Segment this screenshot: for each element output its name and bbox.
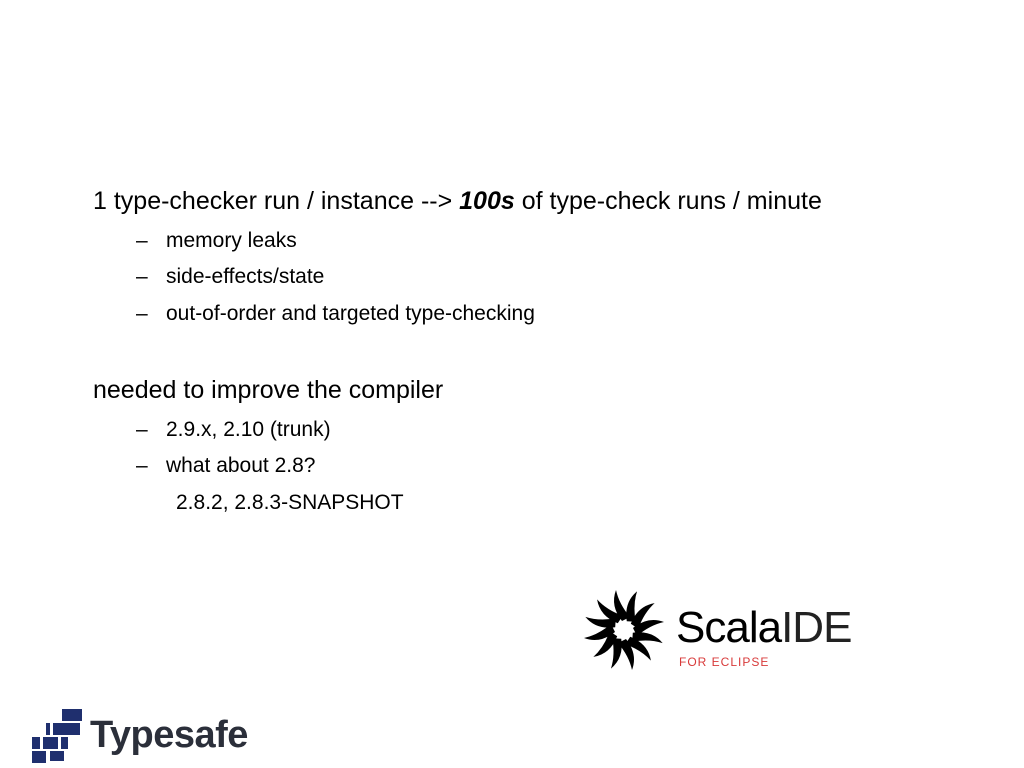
scala-ide-logo bbox=[579, 585, 869, 675]
bullet-text-suffix: of type-check runs / minute bbox=[514, 187, 822, 215]
sub-bullet-label: what about 2.8? bbox=[166, 454, 316, 477]
detail-text: 2.8.2, 2.8.3-SNAPSHOT bbox=[176, 491, 404, 514]
sub-bullet-label: memory leaks bbox=[166, 229, 297, 252]
bullet-type-checker-runs bbox=[93, 186, 822, 216]
detail-28-versions bbox=[176, 490, 404, 516]
sub-bullet-memory-leaks bbox=[136, 228, 297, 254]
scala-ide-name-main: Scala bbox=[676, 603, 782, 652]
bullet-text-emphasis: 100s bbox=[459, 187, 515, 215]
scala-ide-wordmark bbox=[676, 603, 852, 652]
scala-ide-name-suffix: IDE bbox=[781, 603, 852, 652]
sub-bullet-label: 2.9.x, 2.10 (trunk) bbox=[166, 418, 331, 441]
dash-marker: – bbox=[136, 229, 148, 252]
sub-bullet-side-effects bbox=[136, 264, 324, 290]
typesafe-logo bbox=[28, 706, 268, 766]
sub-bullet-what-about-28 bbox=[136, 453, 315, 479]
sub-bullet-out-of-order bbox=[136, 301, 535, 327]
bullet-improve-compiler bbox=[93, 375, 443, 405]
typesafe-steps-icon bbox=[28, 706, 88, 766]
sub-bullet-versions bbox=[136, 417, 331, 443]
scala-ide-subtitle: FOR ECLIPSE bbox=[679, 655, 770, 669]
typesafe-wordmark: Typesafe bbox=[90, 714, 248, 756]
dash-marker: – bbox=[136, 454, 148, 477]
dash-marker: – bbox=[136, 265, 148, 288]
dash-marker: – bbox=[136, 418, 148, 441]
sub-bullet-label: out-of-order and targeted type-checking bbox=[166, 302, 535, 325]
spiral-sun-icon bbox=[579, 585, 669, 675]
bullet-text: needed to improve the compiler bbox=[93, 376, 444, 404]
bullet-text-prefix: 1 type-checker run / instance --> bbox=[93, 187, 460, 215]
dash-marker: – bbox=[136, 302, 148, 325]
sub-bullet-label: side-effects/state bbox=[166, 265, 325, 288]
